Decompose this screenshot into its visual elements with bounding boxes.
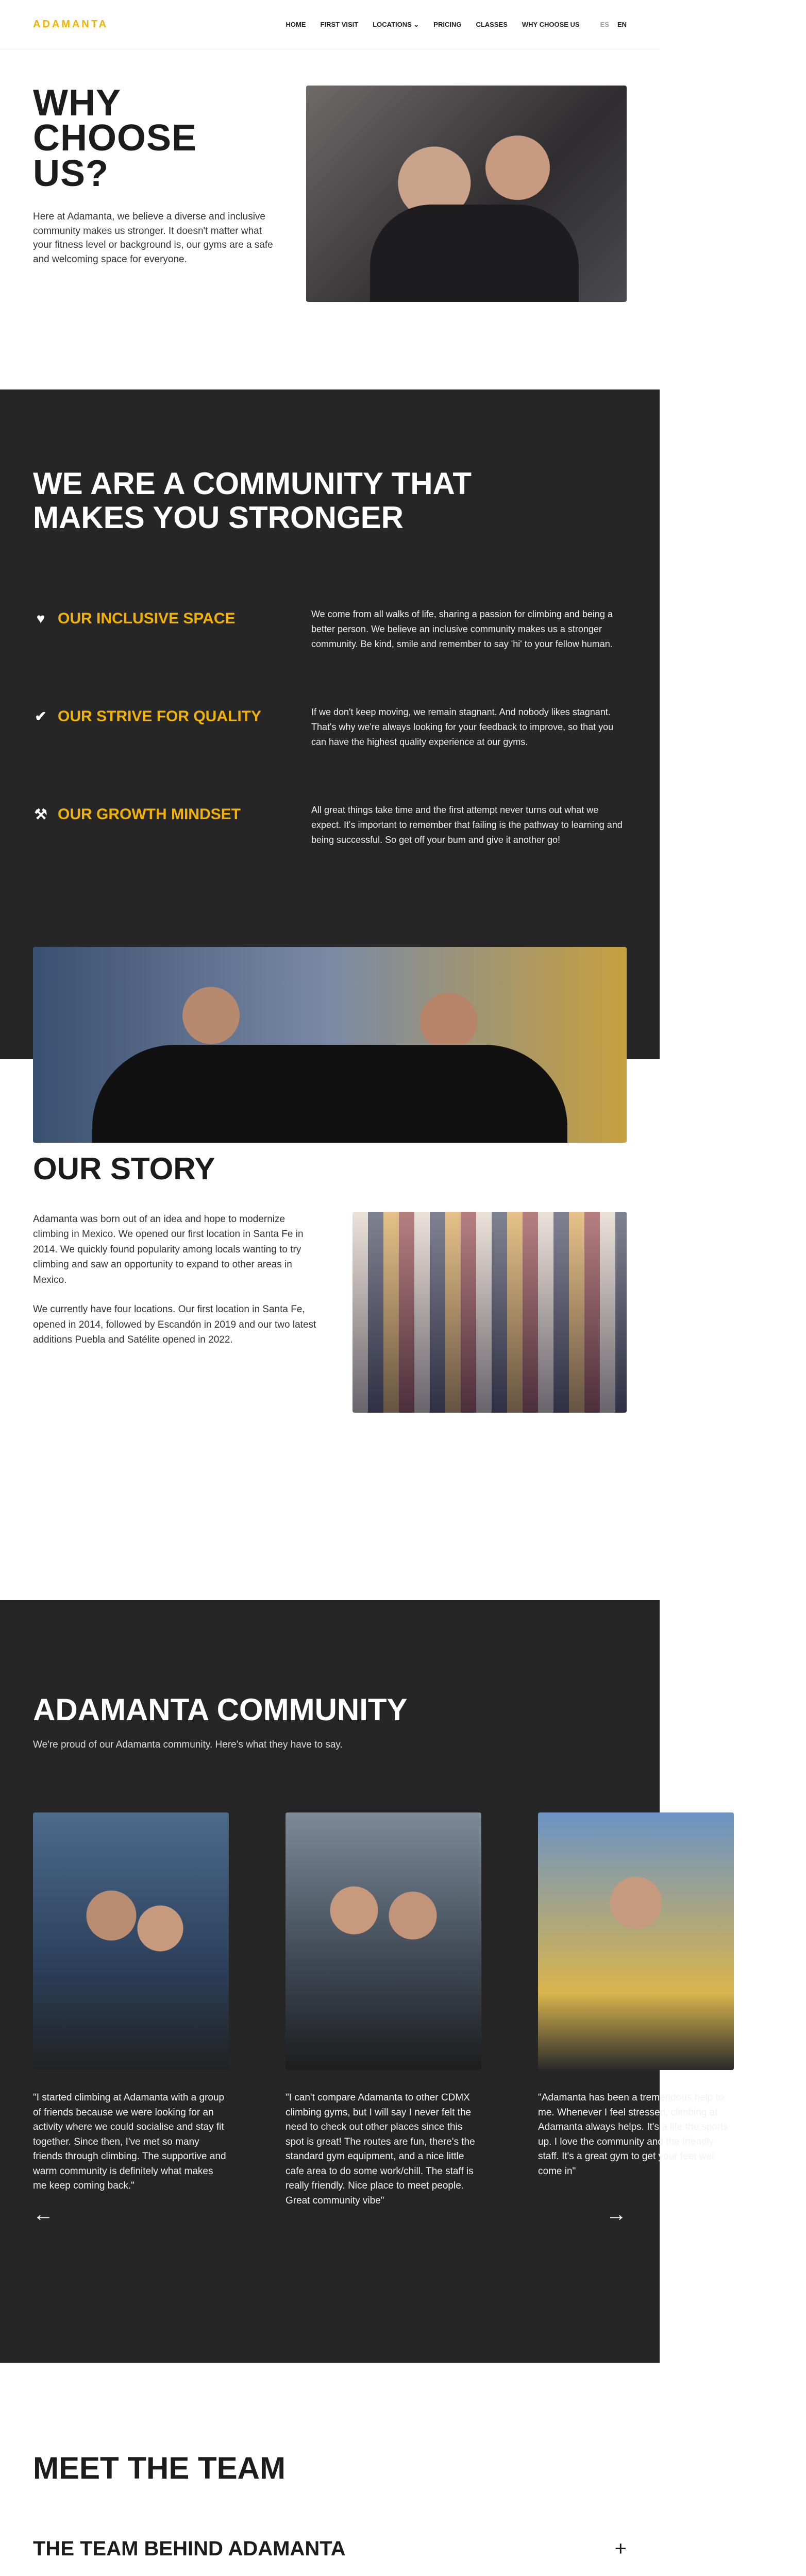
accordion-team-behind[interactable] xyxy=(33,2537,627,2571)
value-name-label: OUR STRIVE FOR QUALITY xyxy=(58,708,262,725)
value-name xyxy=(33,705,311,725)
value-name xyxy=(33,803,311,823)
top-nav xyxy=(0,0,660,49)
value-name-label: OUR GROWTH MINDSET xyxy=(58,806,241,823)
accordion-title: THE TEAM BEHIND ADAMANTA xyxy=(33,2537,346,2560)
testimonial-card xyxy=(286,1812,481,2208)
testimonial-quote: "I can't compare Adamanta to other CDMX climbing gyms, but I will say I never felt the need to check out other places since this spot is great! The routes are fun, there's the standard gym equipment, and a nice little cafe area to do some work/chill. The staff is really friendly. Nice place to meet people. Great community vibe" xyxy=(286,2092,475,2206)
nav-home[interactable]: HOME xyxy=(286,20,306,28)
page-title: WHY CHOOSE US? xyxy=(33,82,197,194)
value-name xyxy=(33,607,311,628)
hero-body: Here at Adamanta, we believe a diverse and inclusive community makes us stronger. It doesn't matter what your fitness level or background is, our gyms are a safe and welcoming space for everyone. xyxy=(33,211,273,265)
nav-classes[interactable]: CLASSES xyxy=(476,20,508,28)
value-text: All great things take time and the first attempt never turns out what we expect. It's important to remember that failing is the pathway to learning and being successful. So get off your bum and give it another go! xyxy=(311,805,623,845)
logo[interactable]: ADAMANTA xyxy=(33,19,109,30)
lang-en[interactable]: EN xyxy=(617,21,627,28)
story-row xyxy=(33,1212,627,1413)
nav-links xyxy=(286,21,580,29)
language-switcher xyxy=(600,21,627,28)
story-title: OUR STORY xyxy=(33,1151,215,1186)
value-row xyxy=(33,803,627,865)
team-section xyxy=(0,2363,660,2576)
hammer-icon: ⚒ xyxy=(34,806,47,822)
community-title: WE ARE A COMMUNITY THAT MAKES YOU STRONGER xyxy=(33,466,472,535)
carousel-controls xyxy=(33,2203,627,2226)
hero-section xyxy=(0,49,660,389)
story-text xyxy=(33,1212,322,1413)
hero-text xyxy=(33,82,275,389)
plus-icon[interactable]: + xyxy=(614,2537,627,2560)
testimonial-carousel[interactable] xyxy=(33,1812,806,2208)
community-image xyxy=(33,947,627,1143)
heart-icon: ♥ xyxy=(36,611,45,626)
testimonial-quote: "Adamanta has been a tremendous help to me. Whenever I feel stressed, climbing at Adamanta always helps. It's a life the sports up. I love the community and the friendly staff. It's a great gym to get your feet wet come in" xyxy=(538,2092,729,2177)
arrow-left-icon[interactable]: ← xyxy=(33,2203,54,2226)
testimonials-title: ADAMANTA COMMUNITY xyxy=(33,1692,408,1727)
value-text: We come from all walks of life, sharing a passion for climbing and being a better person. We believe an inclusive community makes us a stronger community. Be kind, smile and remember to say 'hi' to your fellow human. xyxy=(311,609,613,649)
testimonial-card xyxy=(33,1812,229,2208)
check-circle-icon: ✔ xyxy=(35,708,47,724)
testimonial-quote: "I started climbing at Adamanta with a group of friends because we were looking for an activity where we could socialise and stay fit together. Since then, I've met so many friends through climbing. The supportive and warm community is definitely what makes me keep coming back." xyxy=(33,2092,226,2191)
hero-image xyxy=(306,86,627,302)
testimonial-card xyxy=(538,1812,734,2208)
arrow-right-icon[interactable]: → xyxy=(606,2203,627,2226)
nav-locations[interactable]: LOCATIONS ⌄ xyxy=(373,20,419,28)
testimonial-image xyxy=(33,1812,229,2070)
testimonials-intro: We're proud of our Adamanta community. Here's what they have to say. xyxy=(33,1739,343,1750)
community-section xyxy=(0,389,660,1059)
testimonial-image xyxy=(538,1812,734,2070)
value-text: If we don't keep moving, we remain stagnant. And nobody likes stagnant. That's why we're always looking for your feedback to improve, so that you can have the highest quality experience at our gyms. xyxy=(311,707,614,747)
value-row xyxy=(33,705,627,767)
testimonials-section xyxy=(0,1600,729,2363)
story-paragraph: Adamanta was born out of an idea and hope to modernize climbing in Mexico. We opened our first location in Santa Fe in 2014. We quickly found popularity among locals wanting to try climbing and saw an opportunity to expand to other areas in Mexico. xyxy=(33,1214,304,1285)
nav-first-visit[interactable]: FIRST VISIT xyxy=(320,20,359,28)
nav-pricing[interactable]: PRICING xyxy=(433,20,462,28)
value-name-label: OUR INCLUSIVE SPACE xyxy=(58,610,236,627)
lang-es[interactable]: ES xyxy=(600,21,609,28)
nav-why-choose-us[interactable]: WHY CHOOSE US xyxy=(522,20,580,28)
value-row xyxy=(33,607,627,669)
team-title: MEET THE TEAM xyxy=(33,2451,286,2485)
story-image xyxy=(352,1212,627,1413)
testimonial-image xyxy=(286,1812,481,2070)
story-paragraph: We currently have four locations. Our first location in Santa Fe, opened in 2014, followed by Escandón in 2019 and our two latest additions Puebla and Satélite opened in 2022. xyxy=(33,1304,316,1346)
